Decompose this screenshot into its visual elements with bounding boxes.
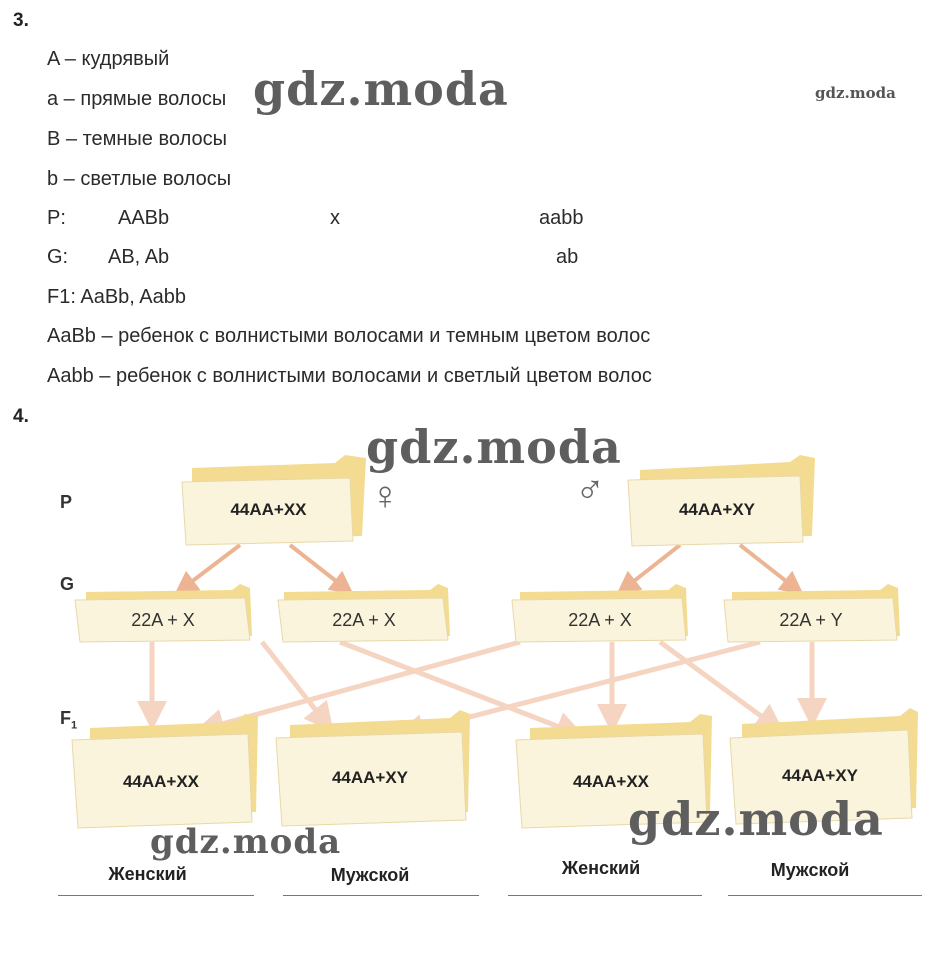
arrow-g2-f2 [262, 642, 330, 728]
sex-label-2: Мужской [330, 865, 410, 885]
sex-label-3: Женский [561, 858, 641, 878]
gamete-3: 22A + X [568, 610, 632, 630]
watermark: gdz.moda [628, 792, 884, 846]
g-label: G: [47, 246, 69, 268]
task-4-number: 4. [13, 406, 29, 427]
g-mother-gametes: AB, Ab [108, 246, 170, 268]
gene-b-recessive: b – светлые волосы [47, 168, 232, 190]
row-label-f1: $F_1$ [60, 708, 78, 732]
male-symbol-icon: ♂ [575, 468, 605, 512]
gene-b-dominant: B – темные волосы [47, 128, 227, 150]
gamete-4: 22A + Y [779, 610, 843, 630]
offspring-4-genotype: 44AA+XY [781, 766, 859, 785]
arrow-p1-g2 [290, 545, 350, 592]
p-cross-sign: x [330, 207, 340, 229]
underline-2 [283, 895, 479, 896]
offspring-folder-1 [72, 714, 258, 828]
watermark: gdz.moda [366, 420, 622, 474]
arrow-p2-g4 [740, 545, 800, 592]
offspring-2-genotype: 44AA+XY [331, 768, 409, 787]
watermark: gdz.moda [253, 62, 509, 116]
row-label-p: P [60, 492, 73, 512]
sex-label-4: Мужской [770, 860, 850, 880]
parent-female-genotype: 44AA+XX [230, 500, 307, 519]
female-symbol-icon: ♀ [370, 474, 400, 518]
gamete-1: 22A + X [131, 610, 195, 630]
arrow-p2-g3 [620, 545, 680, 592]
g-father-gametes: ab [556, 246, 579, 268]
p-father-genotype: aabb [539, 207, 584, 229]
arrow-p1-g1 [178, 545, 240, 592]
parent-male-genotype: 44AA+XY [678, 500, 756, 519]
sex-label-1: Женский [108, 864, 187, 884]
underline-1 [58, 895, 254, 896]
gene-a-dominant: A – кудрявый [47, 48, 170, 70]
result-line-1: AaBb – ребенок с волнистыми волосами и темным цветом волос [47, 325, 651, 347]
underline-4 [728, 895, 922, 896]
offspring-1-genotype: 44AA+XX [122, 772, 200, 791]
watermark-small: gdz.moda [815, 84, 896, 102]
task-3-number: 3. [13, 10, 29, 31]
gamete-2: 22A + X [332, 610, 396, 630]
gene-a-recessive: a – прямые волосы [47, 88, 227, 110]
p-label: P: [47, 207, 66, 229]
underline-3 [508, 895, 702, 896]
watermark: gdz.moda [150, 822, 342, 862]
f1-line: F1: AaBb, Aabb [47, 286, 186, 308]
row-label-g: G [60, 574, 75, 594]
result-line-2: Aabb – ребенок с волнистыми волосами и светлый цветом волос [47, 365, 652, 387]
p-mother-genotype: AABb [118, 207, 170, 229]
offspring-3-genotype: 44AA+XX [572, 772, 650, 791]
arrow-g3-f4 [660, 642, 780, 730]
